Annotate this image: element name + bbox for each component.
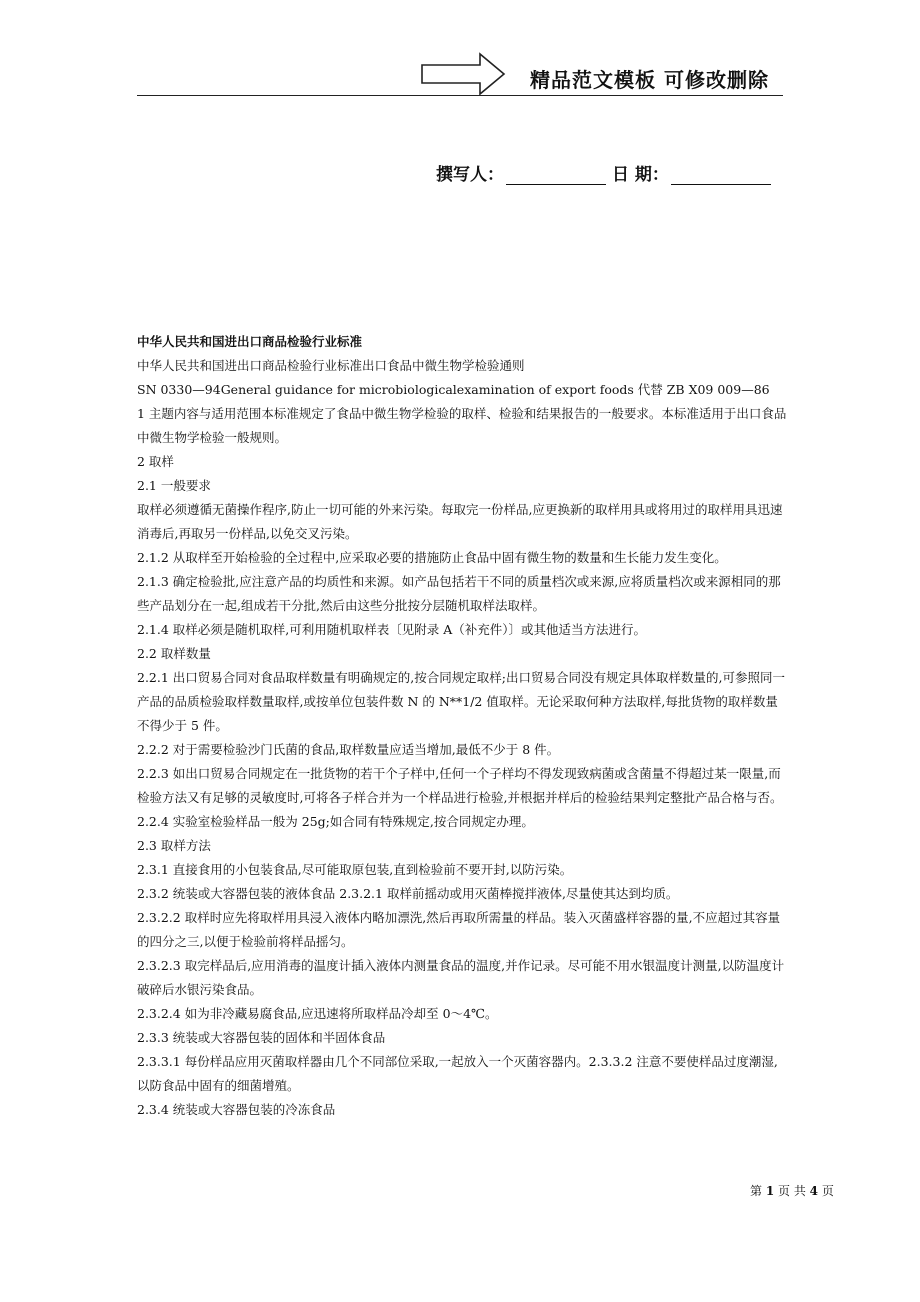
paragraph: 2.3 取样方法 bbox=[137, 838, 211, 853]
paragraph: 2.3.4 统装或大容器包装的冷冻食品 bbox=[137, 1102, 336, 1117]
paragraph: 2 取样 bbox=[137, 454, 174, 469]
author-label: 撰写人： bbox=[436, 165, 504, 185]
page-current: 1 bbox=[765, 1184, 775, 1198]
paragraph: 中华人民共和国进出口商品检验行业标准出口食品中微生物学检验通则 bbox=[137, 358, 525, 373]
paragraph: 2.3.2.4 如为非冷藏易腐食品,应迅速将所取样品冷却至 0～4℃。 bbox=[137, 1006, 498, 1021]
paragraph: 2.1 一般要求 bbox=[137, 478, 211, 493]
paragraph: 1 主题内容与适用范围本标准规定了食品中微生物学检验的取样、检验和结果报告的一般要求。本标准适用于出口食品中微生物学检验一般规则。 bbox=[137, 406, 787, 445]
paragraph: 2.3.2.2 取样时应先将取样用具浸入液体内略加漂洗,然后再取所需量的样品。装入灭菌盛样容器的量,不应超过其容量的四分之三,以便于检验前将样品摇匀。 bbox=[137, 910, 781, 949]
paragraph: 2.1.2 从取样至开始检验的全过程中,应采取必要的措施防止食品中固有微生物的数量和生长能力发生变化。 bbox=[137, 550, 727, 565]
arrow-icon bbox=[420, 52, 506, 96]
paragraph: SN 0330—94General guidance for microbiologicalexamination of export foods 代替 ZB X09 009—86 bbox=[137, 382, 770, 397]
paragraph: 2.3.3 统装或大容器包装的固体和半固体食品 bbox=[137, 1030, 386, 1045]
paragraph: 2.3.1 直接食用的小包装食品,尽可能取原包装,直到检验前不要开封,以防污染。 bbox=[137, 862, 573, 877]
paragraph: 2.1.3 确定检验批,应注意产品的均质性和来源。如产品包括若干不同的质量档次或来源,应将质量档次或来源相同的那些产品划分在一起,组成若干分批,然后由这些分批按分层随机取样法取样。 bbox=[137, 574, 781, 613]
paragraph: 2.2.2 对于需要检验沙门氏菌的食品,取样数量应适当增加,最低不少于 8 件。 bbox=[137, 742, 560, 757]
paragraph: 2.2.3 如出口贸易合同规定在一批货物的若干个子样中,任何一个子样均不得发现致病菌或含菌量不得超过某一限量,而检验方法又有足够的灵敏度时,可将各子样合并为一个样品进行检验,并根据并样后的检验结果判定整批产品合格与否。 bbox=[137, 766, 783, 805]
paragraph: 2.1.4 取样必须是随机取样,可利用随机取样表〔见附录 A（补充件）〕或其他适当方法进行。 bbox=[137, 622, 647, 637]
page-total: 4 bbox=[809, 1184, 818, 1198]
header-title: 精品范文模板 可修改删除 bbox=[530, 68, 769, 92]
page-number bbox=[750, 1182, 834, 1199]
document-body bbox=[137, 330, 787, 1122]
paragraph: 2.3.2 统装或大容器包装的液体食品 2.3.2.1 取样前摇动或用灭菌棒搅拌液体,尽量使其达到均质。 bbox=[137, 886, 679, 901]
paragraph: 取样必须遵循无菌操作程序,防止一切可能的外来污染。每取完一份样品,应更换新的取样用具或将用过的取样用具迅速消毒后,再取另一份样品,以免交叉污染。 bbox=[137, 502, 783, 541]
paragraph: 2.2.1 出口贸易合同对食品取样数量有明确规定的,按合同规定取样;出口贸易合同没有规定具体取样数量的,可参照同一产品的品质检验取样数量取样,或按单位包装件数 N 的 N**1/2 值取样。无论采取何种方法取样,每批货物的取样数量不得少于 5 件。 bbox=[137, 670, 785, 733]
page-suffix: 页 bbox=[818, 1184, 834, 1198]
paragraph: 2.3.3.1 每份样品应用灭菌取样器由几个不同部位采取,一起放入一个灭菌容器内。2.3.3.2 注意不要使样品过度潮湿,以防食品中固有的细菌增殖。 bbox=[137, 1054, 778, 1093]
paragraph: 2.3.2.3 取完样品后,应用消毒的温度计插入液体内测量食品的温度,并作记录。尽可能不用水银温度计测量,以防温度计破碎后水银污染食品。 bbox=[137, 958, 785, 997]
paragraph: 2.2 取样数量 bbox=[137, 646, 211, 661]
header-divider bbox=[137, 95, 783, 96]
document-heading: 中华人民共和国进出口商品检验行业标准 bbox=[137, 334, 363, 349]
paragraph: 2.2.4 实验室检验样品一般为 25g;如合同有特殊规定,按合同规定办理。 bbox=[137, 814, 534, 829]
date-label: 日 期： bbox=[612, 165, 669, 185]
author-date-line bbox=[436, 160, 773, 185]
page-prefix: 第 bbox=[750, 1184, 766, 1198]
page-middle: 页 共 bbox=[774, 1184, 810, 1198]
author-blank bbox=[506, 166, 606, 185]
date-blank bbox=[671, 166, 771, 185]
